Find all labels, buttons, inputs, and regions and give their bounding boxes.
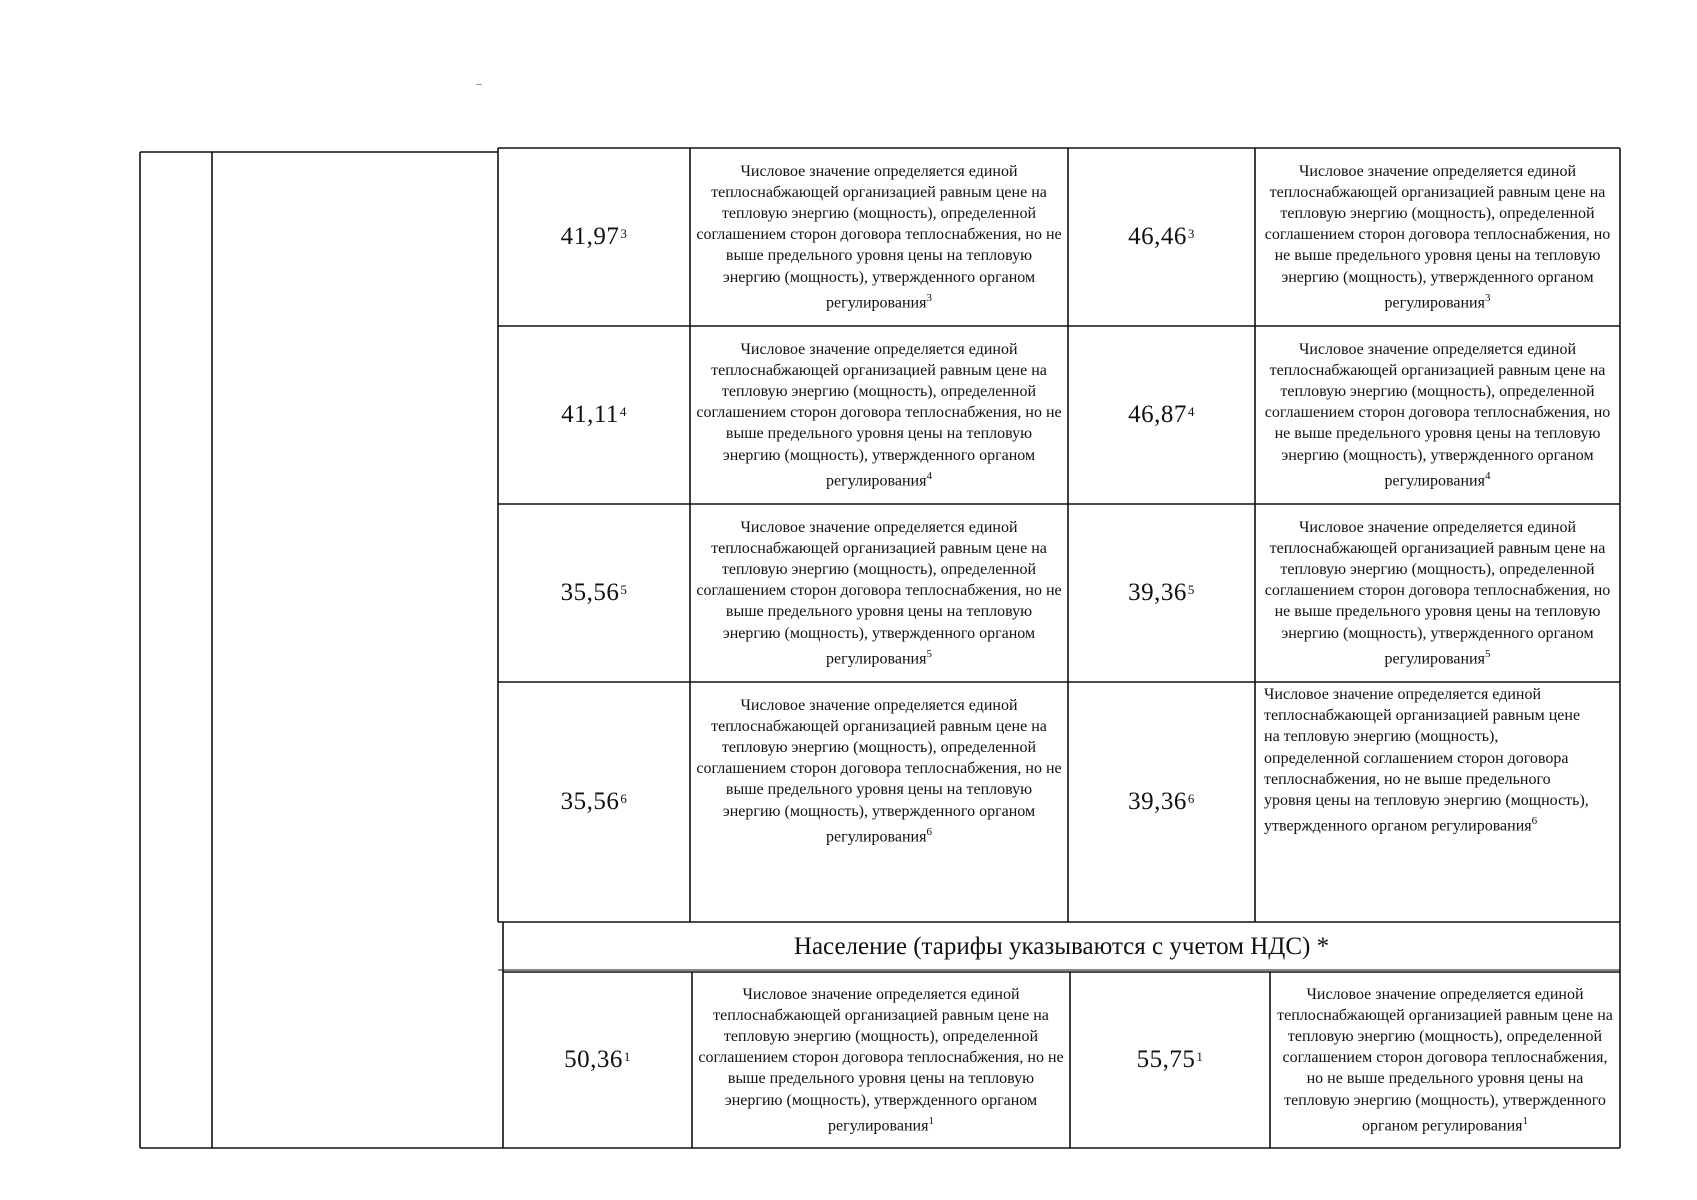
footnote-mark: 6 xyxy=(620,791,628,806)
tariff-value xyxy=(1068,326,1255,504)
tariff-value xyxy=(503,972,692,1148)
value-text: 35,56 xyxy=(560,788,620,815)
tariff-description xyxy=(1255,148,1620,326)
description-text: Числовое значение определяется единой теплоснабжающей организацией равным цене на тепловую энергию (мощность), определенной соглашением сторон договора теплоснабжения, но не выше предельного уровня цены на тепловую энергию (мощность), утвержденного органом регулирования xyxy=(1264,340,1611,490)
value-text: 55,75 xyxy=(1136,1046,1196,1073)
value-text: 39,36 xyxy=(1128,579,1187,606)
footnote-mark: 3 xyxy=(1484,291,1491,304)
tariff-value xyxy=(1068,148,1255,326)
footnote-mark: 6 xyxy=(926,825,932,838)
section-title xyxy=(503,924,1620,970)
tariff-description xyxy=(1255,684,1620,862)
tariff-value xyxy=(1068,504,1255,682)
tariff-value xyxy=(498,148,690,326)
tariff-value xyxy=(498,504,690,682)
tariff-value xyxy=(1068,682,1255,922)
tariff-value xyxy=(1070,972,1270,1148)
value-text: 35,56 xyxy=(560,579,620,606)
description-text: Числовое значение определяется единой теплоснабжающей организацией равным цене на тепловую энергию (мощность), определенной соглашением сторон договора теплоснабжения, но не выше предельного уровня цены на тепловую энергию (мощность), утвержденного органом регулирования xyxy=(1277,985,1613,1135)
tariff-description xyxy=(690,326,1068,504)
value-text: 46,87 xyxy=(1128,401,1187,428)
footnote-mark: 3 xyxy=(620,226,628,241)
description-text: Числовое значение определяется единой теплоснабжающей организацией равным цене на тепловую энергию (мощность), определенной соглашением сторон договора теплоснабжения, но не выше предельного уровня цены на тепловую энергию (мощность), утвержденного органом регулирования xyxy=(696,518,1062,668)
value-text: 41,97 xyxy=(560,223,620,250)
tariff-description xyxy=(1255,504,1620,682)
footnote-mark: 6 xyxy=(1187,791,1195,806)
description-text: Числовое значение определяется единой теплоснабжающей организацией равным цене на тепловую энергию (мощность), определенной соглашением сторон договора теплоснабжения, но не выше предельного уровня цены на тепловую энергию (мощность), утвержденного органом регулирования xyxy=(1264,162,1611,312)
footnote-mark: 5 xyxy=(926,647,932,660)
section-title-text: Население (тарифы указываются с учетом НДС) * xyxy=(793,933,1330,960)
footnote-mark: 1 xyxy=(1196,1049,1204,1064)
footnote-mark: 1 xyxy=(1522,1114,1528,1127)
tariff-description xyxy=(1255,326,1620,504)
footnote-mark: 3 xyxy=(926,291,932,304)
footnote-mark: 4 xyxy=(1187,404,1195,419)
description-text: Числовое значение определяется единой теплоснабжающей организацией равным цене на тепловую энергию (мощность), определенной соглашением сторон договора теплоснабжения, но не выше предельного уровня цены на тепловую энергию (мощность), утвержденного органом регулирования xyxy=(698,985,1064,1135)
value-text: 39,36 xyxy=(1128,788,1187,815)
description-text: Числовое значение определяется единой теплоснабжающей организацией равным цене на тепловую энергию (мощность), определенной соглашением сторон договора теплоснабжения, но не выше предельного уровня цены на тепловую энергию (мощность), утвержденного органом регулирования xyxy=(696,162,1062,312)
description-text: Числовое значение определяется единой теплоснабжающей организацией равным цене на тепловую энергию (мощность), определенной соглашением сторон договора теплоснабжения, но не выше предельного уровня цены на тепловую энергию (мощность), утвержденного органом регулирования xyxy=(696,340,1062,490)
tariff-description xyxy=(692,972,1070,1148)
description-text: Числовое значение определяется единой теплоснабжающей организацией равным цене на тепловую энергию (мощность), определенной соглашением сторон договора теплоснабжения, но не выше предельного уровня цены на тепловую энергию (мощность), утвержденного органом регулирования xyxy=(1264,686,1589,835)
footnote-mark: 4 xyxy=(926,469,932,482)
value-text: 50,36 xyxy=(564,1046,623,1073)
footnote-mark: 3 xyxy=(1187,226,1195,241)
footnote-mark: 6 xyxy=(1531,815,1538,828)
footnote-mark: 4 xyxy=(1484,469,1491,482)
tariff-description xyxy=(690,148,1068,326)
tariff-description xyxy=(1270,972,1620,1148)
tariff-description xyxy=(690,504,1068,682)
footnote-mark: 4 xyxy=(619,404,627,419)
tariff-description xyxy=(690,682,1068,860)
footnote-mark: 5 xyxy=(620,582,628,597)
description-text: Числовое значение определяется единой теплоснабжающей организацией равным цене на тепловую энергию (мощность), определенной соглашением сторон договора теплоснабжения, но не выше предельного уровня цены на тепловую энергию (мощность), утвержденного органом регулирования xyxy=(1264,518,1611,668)
value-text: 46,46 xyxy=(1128,223,1187,250)
footnote-mark: 5 xyxy=(1187,582,1195,597)
tariff-value xyxy=(498,326,690,504)
footnote-mark: 5 xyxy=(1484,647,1491,660)
footnote-mark: 1 xyxy=(623,1049,631,1064)
tariff-value xyxy=(498,682,690,922)
description-text: Числовое значение определяется единой теплоснабжающей организацией равным цене на тепловую энергию (мощность), определенной соглашением сторон договора теплоснабжения, но не выше предельного уровня цены на тепловую энергию (мощность), утвержденного органом регулирования xyxy=(696,696,1062,846)
footnote-mark: 1 xyxy=(928,1114,934,1127)
value-text: 41,11 xyxy=(561,401,619,428)
